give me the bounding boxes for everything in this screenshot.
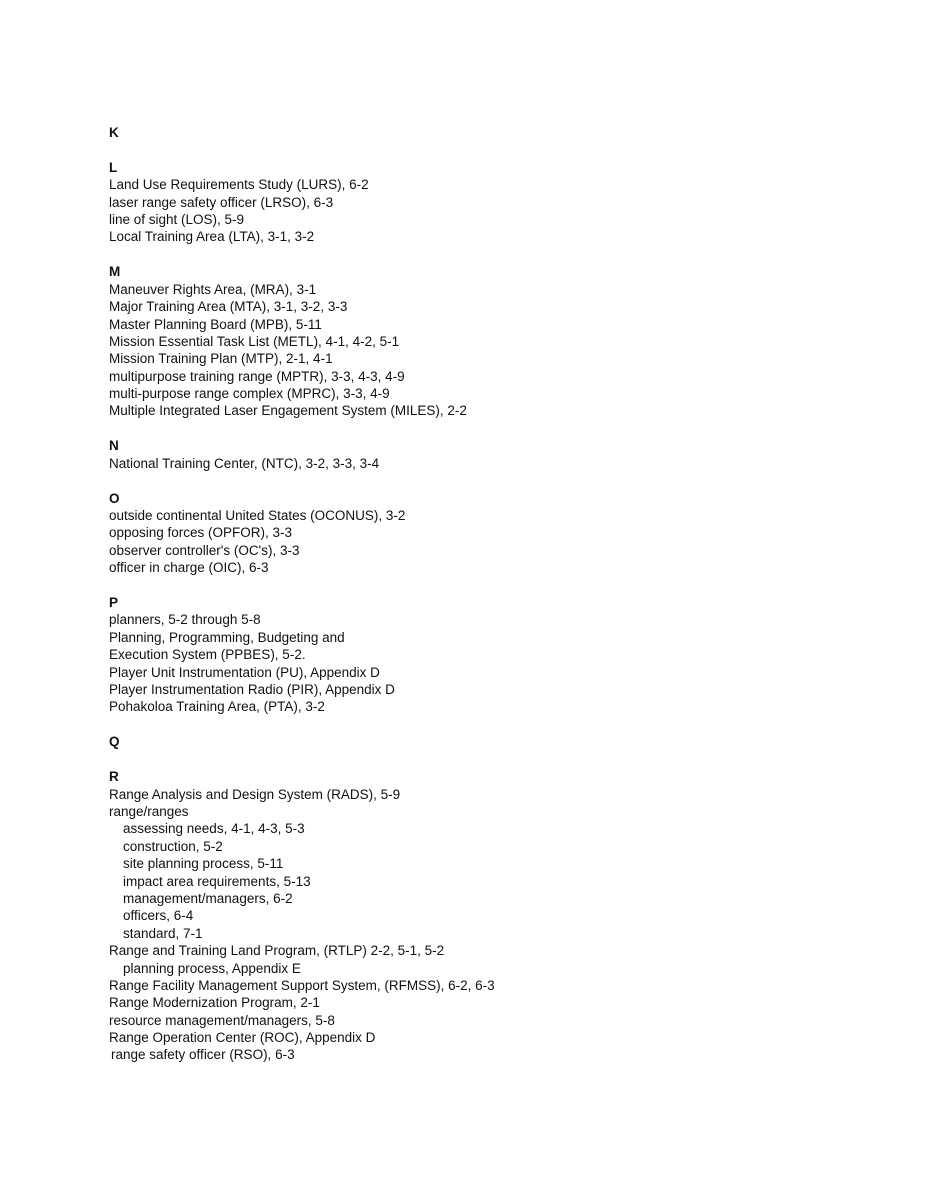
index-entry: resource management/managers, 5-8 — [109, 1012, 335, 1028]
section-letter: M — [109, 264, 121, 280]
section-letter: L — [109, 159, 118, 175]
section-letter: Q — [109, 734, 120, 750]
index-section-n — [109, 437, 889, 472]
index-entry: range safety officer (RSO), 6-3 — [111, 1047, 295, 1063]
index-entry: line of sight (LOS), 5-9 — [109, 212, 245, 228]
section-letter: R — [109, 769, 119, 785]
index-entry: multipurpose training range (MPTR), 3-3, 4-3, 4-9 — [109, 368, 405, 384]
index-entry: Execution System (PPBES), 5-2. — [109, 647, 306, 663]
index-entry: Mission Training Plan (MTP), 2-1, 4-1 — [109, 351, 333, 367]
index-entry: Master Planning Board (MPB), 5-11 — [109, 316, 322, 332]
index-subentry: management/managers, 6-2 — [123, 890, 293, 906]
index-entry: Pohakoloa Training Area, (PTA), 3-2 — [109, 699, 325, 715]
index-subentry: standard, 7-1 — [123, 925, 203, 941]
index-subentry: assessing needs, 4-1, 4-3, 5-3 — [123, 821, 305, 837]
index-entry: multi-purpose range complex (MPRC), 3-3, 4-9 — [109, 386, 390, 402]
index-entry: Range Facility Management Support System, (RFMSS), 6-2, 6-3 — [109, 977, 495, 993]
index-subentry: impact area requirements, 5-13 — [123, 873, 311, 889]
index-subentry: officers, 6-4 — [123, 908, 194, 924]
index-section-l — [109, 159, 889, 246]
index-entry: outside continental United States (OCONUS), 3-2 — [109, 508, 406, 524]
index-entry: laser range safety officer (LRSO), 6-3 — [109, 194, 334, 210]
index-section-r — [109, 768, 889, 1064]
index-entry: opposing forces (OPFOR), 3-3 — [109, 525, 293, 541]
index-entry: Maneuver Rights Area, (MRA), 3-1 — [109, 281, 317, 297]
index-entry: Major Training Area (MTA), 3-1, 3-2, 3-3 — [109, 299, 348, 315]
index-entry: Land Use Requirements Study (LURS), 6-2 — [109, 177, 369, 193]
index-section-k — [109, 124, 889, 141]
index-entry: Player Instrumentation Radio (PIR), Appendix D — [109, 682, 395, 698]
index-entry: Mission Essential Task List (METL), 4-1, 4-2, 5-1 — [109, 333, 400, 349]
index-list — [109, 124, 889, 1081]
index-entry: Range Operation Center (ROC), Appendix D — [109, 1030, 376, 1046]
index-entry: planners, 5-2 through 5-8 — [109, 612, 261, 628]
index-entry: Range Modernization Program, 2-1 — [109, 995, 320, 1011]
index-entry: officer in charge (OIC), 6-3 — [109, 560, 269, 576]
section-letter: P — [109, 595, 119, 611]
index-entry: National Training Center, (NTC), 3-2, 3-3, 3-4 — [109, 455, 380, 471]
index-subentry: planning process, Appendix E — [123, 960, 301, 976]
index-entry: Multiple Integrated Laser Engagement System (MILES), 2-2 — [109, 403, 467, 419]
index-section-p — [109, 594, 889, 716]
index-entry: Player Unit Instrumentation (PU), Appendix D — [109, 664, 380, 680]
index-entry: observer controller's (OC's), 3-3 — [109, 542, 300, 558]
index-section-m — [109, 263, 889, 420]
index-subentry: site planning process, 5-11 — [123, 856, 284, 872]
index-entry: range/ranges — [109, 804, 189, 819]
index-subentry: construction, 5-2 — [123, 838, 223, 854]
section-letter: K — [109, 125, 119, 140]
index-entry: Planning, Programming, Budgeting and — [109, 629, 345, 645]
section-letter: O — [109, 490, 120, 506]
index-section-o — [109, 490, 889, 577]
section-letter: N — [109, 438, 119, 454]
index-entry: Range and Training Land Program, (RTLP) 2-2, 5-1, 5-2 — [109, 943, 445, 959]
index-entry: Range Analysis and Design System (RADS), 5-9 — [109, 786, 401, 802]
index-entry: Local Training Area (LTA), 3-1, 3-2 — [109, 229, 315, 245]
index-section-q — [109, 733, 889, 750]
